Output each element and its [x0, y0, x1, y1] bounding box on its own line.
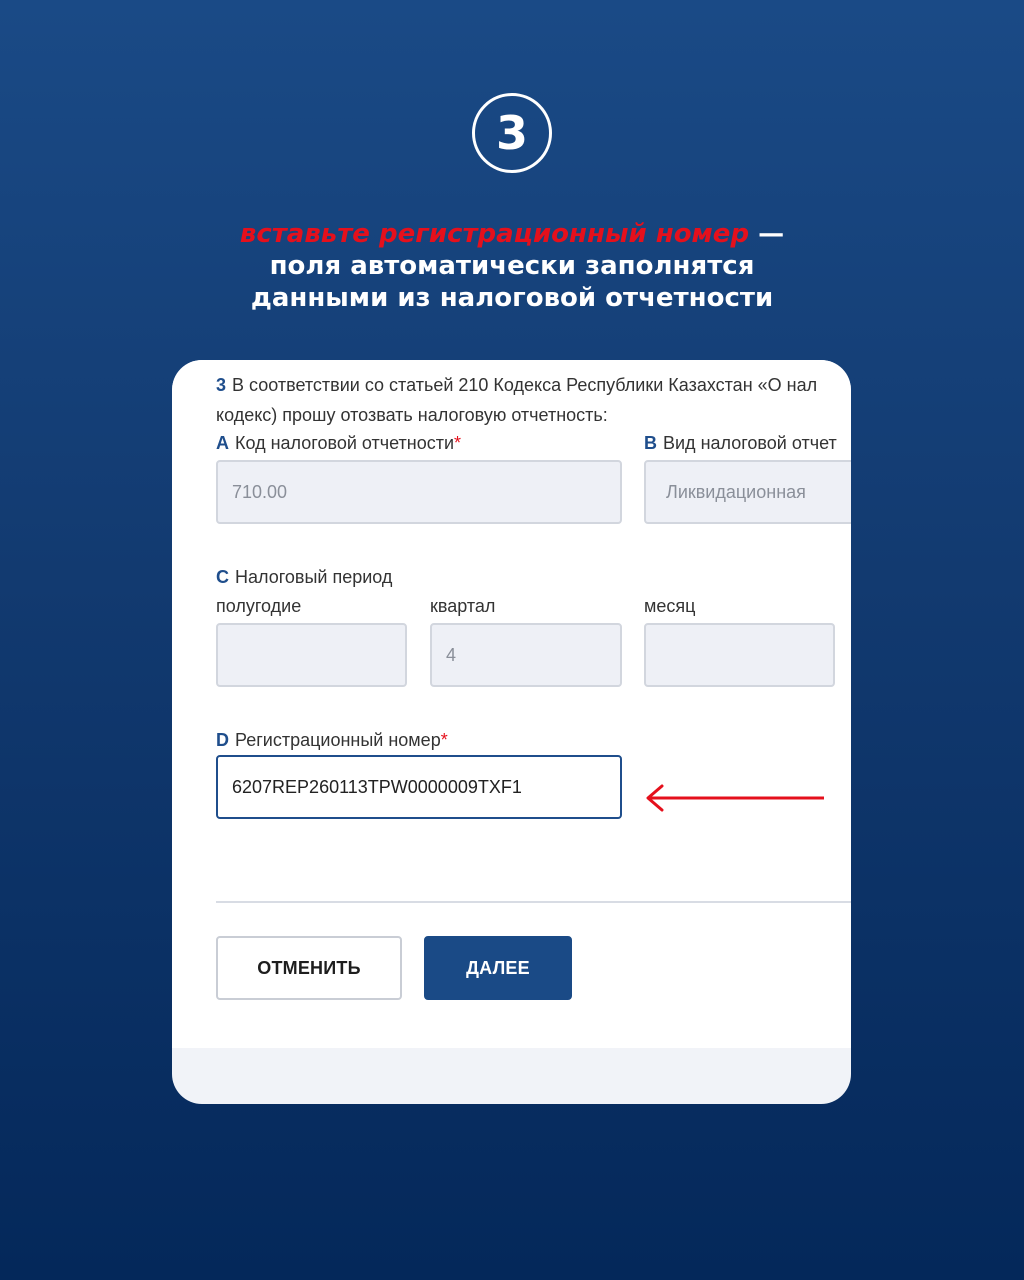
- headline-dash: —: [749, 219, 785, 249]
- month-field[interactable]: [644, 623, 835, 687]
- halfyear-field[interactable]: [216, 623, 407, 687]
- field-d-label-text: Регистрационный номер: [235, 730, 441, 750]
- tax-report-type-value: Ликвидационная: [666, 482, 806, 502]
- headline-line-3: данными из налоговой отчетности: [250, 283, 774, 313]
- quarter-label: квартал: [430, 596, 496, 616]
- form-screenshot-card: [172, 360, 851, 1104]
- registration-number-value: 6207REP260113TPW0000009TXF1: [232, 777, 522, 797]
- form-intro: [216, 370, 851, 430]
- field-d-label: [216, 729, 448, 751]
- tax-report-code-value: 710.00: [232, 482, 288, 502]
- quarter-field[interactable]: [430, 623, 622, 687]
- field-c-label-text: Налоговый период: [235, 567, 393, 587]
- field-c-label: [216, 566, 392, 588]
- registration-number-input[interactable]: [216, 755, 622, 819]
- headline: [0, 218, 1024, 314]
- headline-accent: вставьте регистрационный номер: [239, 219, 750, 249]
- field-b-letter: B: [644, 433, 657, 453]
- required-mark: *: [440, 730, 448, 750]
- form-divider: [216, 901, 851, 903]
- field-c-letter: C: [216, 567, 229, 587]
- tax-report-type-field[interactable]: [644, 460, 851, 524]
- field-b-label: [644, 432, 837, 454]
- field-b-label-text: Вид налоговой отчет: [663, 433, 837, 453]
- next-button-label: ДАЛЕЕ: [466, 957, 530, 978]
- field-a-label-text: Код налоговой отчетности: [235, 433, 455, 453]
- field-a-label: [216, 432, 461, 454]
- quarter-value: 4: [446, 645, 457, 665]
- step-number: 3: [495, 106, 528, 160]
- form-panel: [172, 360, 851, 1048]
- intro-letter: 3: [216, 375, 227, 395]
- month-label: месяц: [644, 596, 696, 616]
- tax-report-code-field[interactable]: [216, 460, 622, 524]
- field-d-letter: D: [216, 730, 229, 750]
- step-number-badge: [472, 93, 552, 173]
- intro-line-2: кодекс) прошу отозвать налоговую отчетность:: [216, 405, 608, 425]
- field-a-letter: A: [216, 433, 229, 453]
- halfyear-label: полугодие: [216, 596, 302, 616]
- cancel-button-label: ОТМЕНИТЬ: [257, 957, 361, 978]
- required-mark: *: [454, 433, 462, 453]
- left-arrow-icon: [642, 780, 828, 816]
- cancel-button[interactable]: [216, 936, 402, 1000]
- headline-line-2: поля автоматически заполнятся: [269, 251, 755, 281]
- intro-line-1: В соответствии со статьей 210 Кодекса Республики Казахстан «О нал: [232, 375, 818, 395]
- next-button[interactable]: [424, 936, 572, 1000]
